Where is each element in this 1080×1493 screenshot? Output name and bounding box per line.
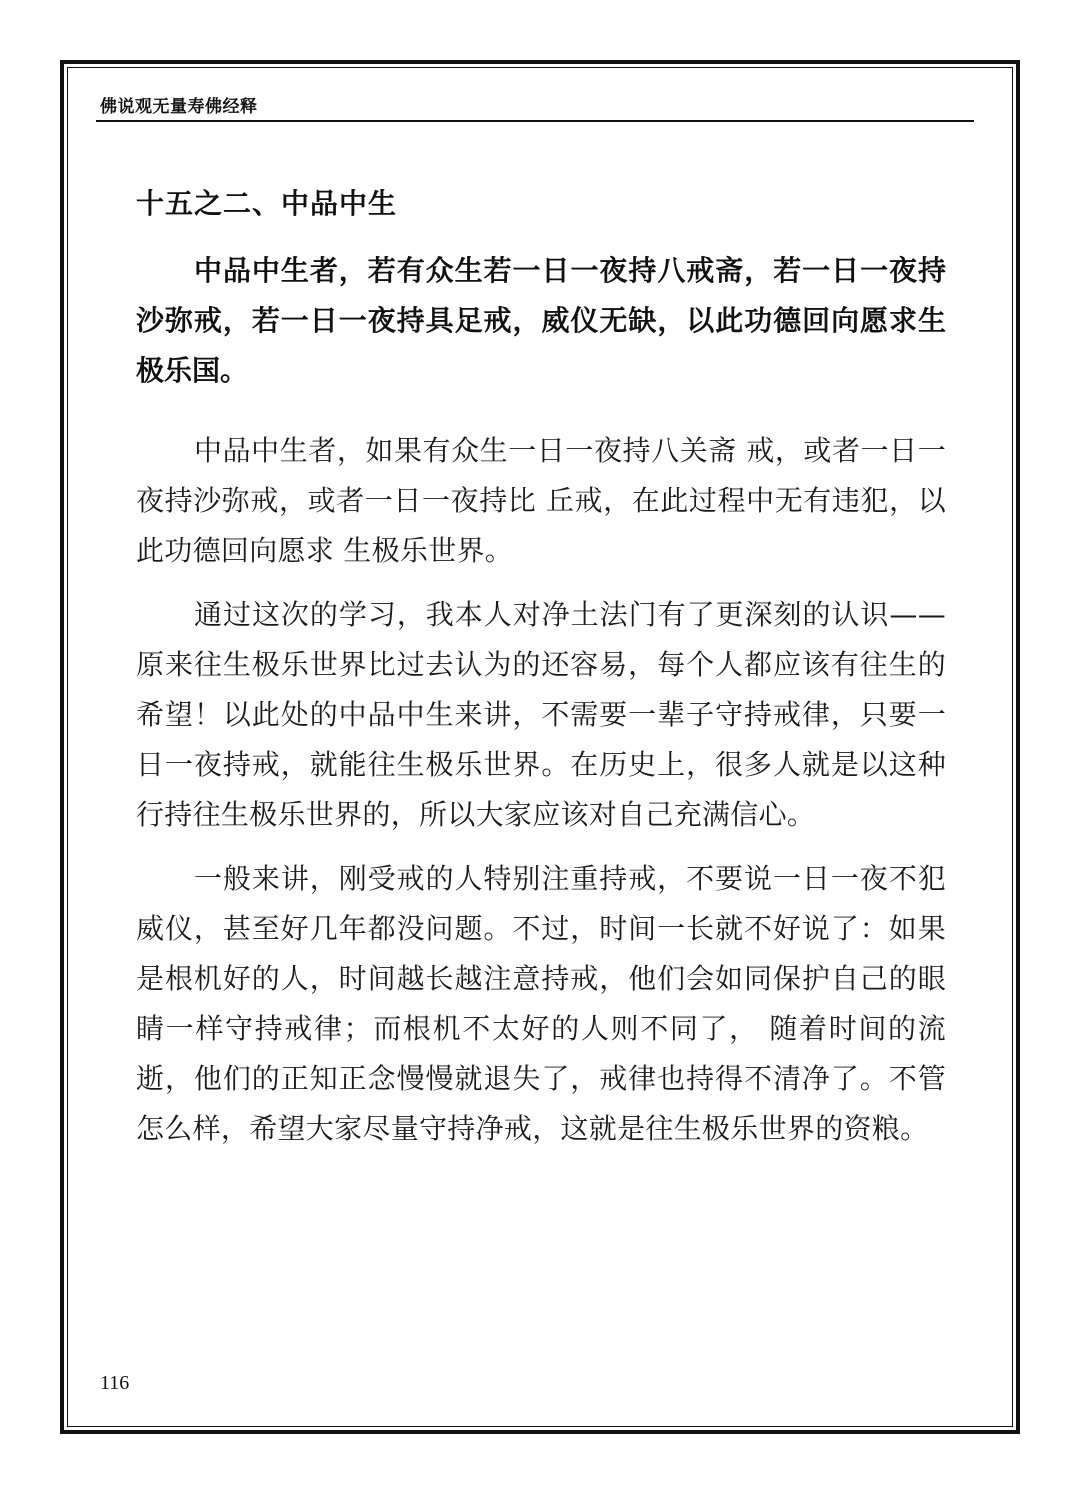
commentary-paragraph: 通过这次的学习，我本人对净土法门有了更深刻的认识——原来往生极乐世界比过去认为的还容易，每个人都应该有往生的希望！以此处的中品中生来讲，不需要一辈子守持戒律，只要一日一夜持戒，就能往生极乐世界。在历史上，很多人就是以这种行持往生极乐世界的，所以大家应该对自己充满信心。: [136, 598, 946, 831]
section-title: 十五之二、中品中生: [136, 187, 398, 220]
commentary-body: [136, 426, 946, 1168]
header-rule: [96, 120, 974, 122]
page-number: 116: [100, 1372, 130, 1394]
running-header-title: 佛说观无量寿佛经释: [100, 97, 258, 117]
sutra-quote: 中品中生者，若有众生若一日一夜持八戒斋，若一日一夜持沙弥戒，若一日一夜持具足戒，威仪无缺，以此功德回向愿求生极乐国。: [136, 254, 946, 387]
commentary-paragraph: 一般来讲，刚受戒的人特别注重持戒，不要说一日一夜不犯威仪，甚至好几年都没问题。不过，时间一长就不好说了：如果是根机好的人，时间越长越注意持戒，他们会如同保护自己的眼睛一样守持戒律；而根机不太好的人则不同了， 随着时间的流逝，他们的正知正念慢慢就退失了，戒律也持得不清净了。不管怎么样，希望大家尽量守持净戒，这就是往生极乐世界的资粮。: [136, 862, 946, 1145]
commentary-paragraph: 中品中生者，如果有众生一日一夜持八关斋 戒，或者一日一夜持沙弥戒，或者一日一夜持比 丘戒，在此过程中无有违犯，以此功德回向愿求 生极乐世界。: [136, 434, 946, 567]
